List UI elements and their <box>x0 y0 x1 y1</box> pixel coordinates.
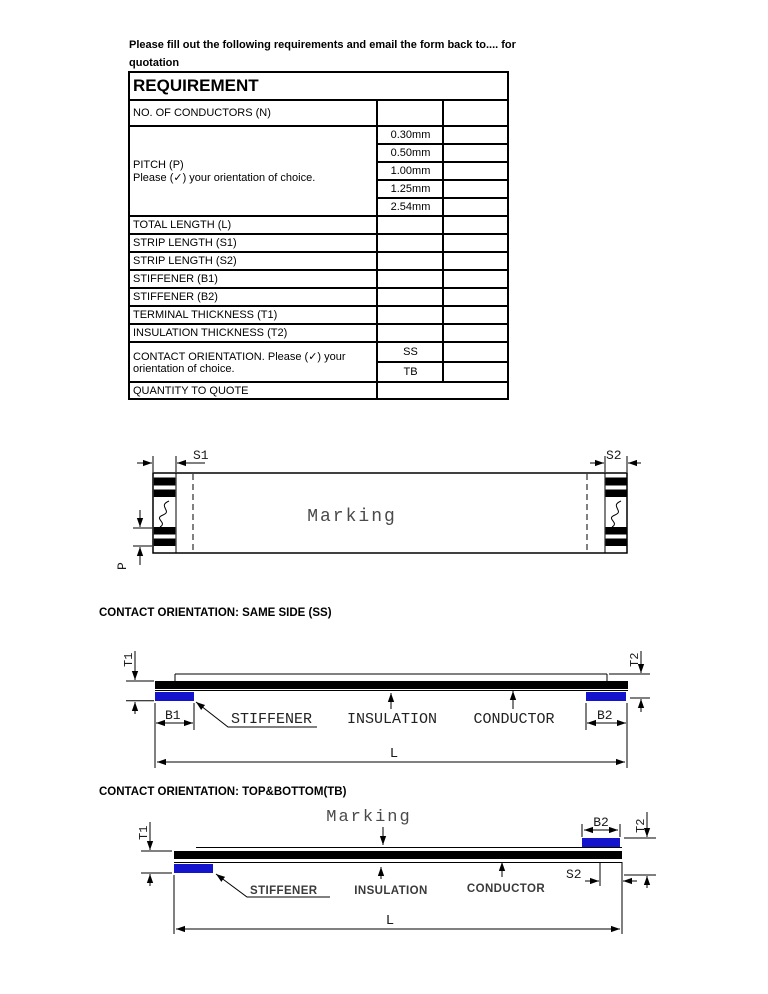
p-dim-label: P <box>115 562 130 570</box>
input-cell-pitch-125 <box>443 180 508 198</box>
input-cell-pitch-100 <box>443 162 508 180</box>
tb-stiffener-label: STIFFENER <box>250 885 318 897</box>
input-cell-contact-tb <box>443 362 508 382</box>
row-label-stiffener-b2: STIFFENER (B2) <box>129 288 377 306</box>
row-label-pitch <box>129 126 377 216</box>
row-label-terminal-t1: TERMINAL THICKNESS (T1) <box>129 306 377 324</box>
input-cell-strip-s1-b <box>443 234 508 252</box>
table-title: REQUIREMENT <box>129 72 508 100</box>
input-cell-conductors-b <box>443 100 508 126</box>
ss-conductor-label: CONDUCTOR <box>473 711 555 728</box>
form-instructions-line2: quotation <box>129 57 180 69</box>
input-cell-strip-s2-a <box>377 252 443 270</box>
input-cell-pitch-254 <box>443 198 508 216</box>
row-label-strip-s1: STRIP LENGTH (S1) <box>129 234 377 252</box>
row-label-stiffener-b1: STIFFENER (B1) <box>129 270 377 288</box>
ss-heading: CONTACT ORIENTATION: SAME SIDE (SS) <box>99 607 332 619</box>
marking-text: Marking <box>307 507 397 527</box>
ffc-top-view-diagram <box>100 440 660 590</box>
tb-heading: CONTACT ORIENTATION: TOP&BOTTOM(TB) <box>99 786 347 798</box>
pitch-label-line1: PITCH (P) <box>133 158 184 171</box>
ss-stiffener-label: STIFFENER <box>231 711 313 728</box>
s1-dim-label: S1 <box>193 448 209 463</box>
tb-s2-label: S2 <box>566 867 582 882</box>
s2-dim-label: S2 <box>606 448 622 463</box>
pitch-option-254: 2.54mm <box>377 198 443 216</box>
row-label-insulation-t2: INSULATION THICKNESS (T2) <box>129 324 377 342</box>
input-cell-strip-s1-a <box>377 234 443 252</box>
input-cell-strip-s2-b <box>443 252 508 270</box>
input-cell-stiffener-b2-b <box>443 288 508 306</box>
contact-label-line2: orientation of choice. <box>133 362 235 375</box>
ss-t2-label: T2 <box>628 652 642 667</box>
ss-b1-label: B1 <box>165 708 181 723</box>
contact-option-tb: TB <box>377 362 443 382</box>
input-cell-terminal-t1-b <box>443 306 508 324</box>
tb-side-view-diagram <box>110 795 680 950</box>
pitch-option-125: 1.25mm <box>377 180 443 198</box>
input-cell-conductors-a <box>377 100 443 126</box>
form-instructions <box>129 36 559 72</box>
pitch-option-050: 0.50mm <box>377 144 443 162</box>
ss-side-view-diagram <box>110 630 670 780</box>
tb-insulation-label: INSULATION <box>354 885 428 897</box>
ss-l-label: L <box>389 746 399 762</box>
ss-b2-label: B2 <box>597 708 613 723</box>
tb-stiffener-b1 <box>174 864 213 873</box>
input-cell-total-length-a <box>377 216 443 234</box>
contact-label-line1: CONTACT ORIENTATION. Please (✓) your <box>133 350 346 363</box>
tb-stiffener-b2 <box>582 838 620 847</box>
input-cell-quantity <box>377 382 508 399</box>
tb-conductor-layer <box>174 851 622 859</box>
row-label-contact-orientation <box>129 342 377 382</box>
input-cell-insulation-t2-b <box>443 324 508 342</box>
input-cell-stiffener-b2-a <box>377 288 443 306</box>
input-cell-pitch-050 <box>443 144 508 162</box>
pitch-option-100: 1.00mm <box>377 162 443 180</box>
input-cell-insulation-t2-a <box>377 324 443 342</box>
tb-conductor-label: CONDUCTOR <box>466 883 546 895</box>
row-label-strip-s2: STRIP LENGTH (S2) <box>129 252 377 270</box>
input-cell-stiffener-b1-a <box>377 270 443 288</box>
requirement-table <box>128 71 509 400</box>
pitch-option-030: 0.30mm <box>377 126 443 144</box>
row-label-conductors: NO. OF CONDUCTORS (N) <box>129 100 377 126</box>
row-label-quantity: QUANTITY TO QUOTE <box>129 382 377 399</box>
tb-b2-label: B2 <box>593 815 609 830</box>
pitch-label-line2: Please (✓) your orientation of choice. <box>133 171 316 184</box>
ss-stiffener-b1 <box>155 692 194 701</box>
input-cell-total-length-b <box>443 216 508 234</box>
contact-option-ss: SS <box>377 342 443 362</box>
tb-l-label: L <box>385 913 395 929</box>
ss-insulation-label: INSULATION <box>346 711 438 728</box>
input-cell-pitch-030 <box>443 126 508 144</box>
form-instructions-line1: Please fill out the following requirements and email the form back to.... for <box>129 39 516 51</box>
input-cell-terminal-t1-a <box>377 306 443 324</box>
tb-t2-label: T2 <box>634 818 648 833</box>
ss-t1-label: T1 <box>122 652 136 667</box>
row-label-total-length: TOTAL LENGTH (L) <box>129 216 377 234</box>
input-cell-stiffener-b1-b <box>443 270 508 288</box>
ss-conductor-layer <box>155 681 628 689</box>
ss-stiffener-b2 <box>586 692 626 701</box>
tb-marking-text: Marking <box>326 808 412 827</box>
tb-t1-label: T1 <box>137 825 151 840</box>
input-cell-contact-ss <box>443 342 508 362</box>
